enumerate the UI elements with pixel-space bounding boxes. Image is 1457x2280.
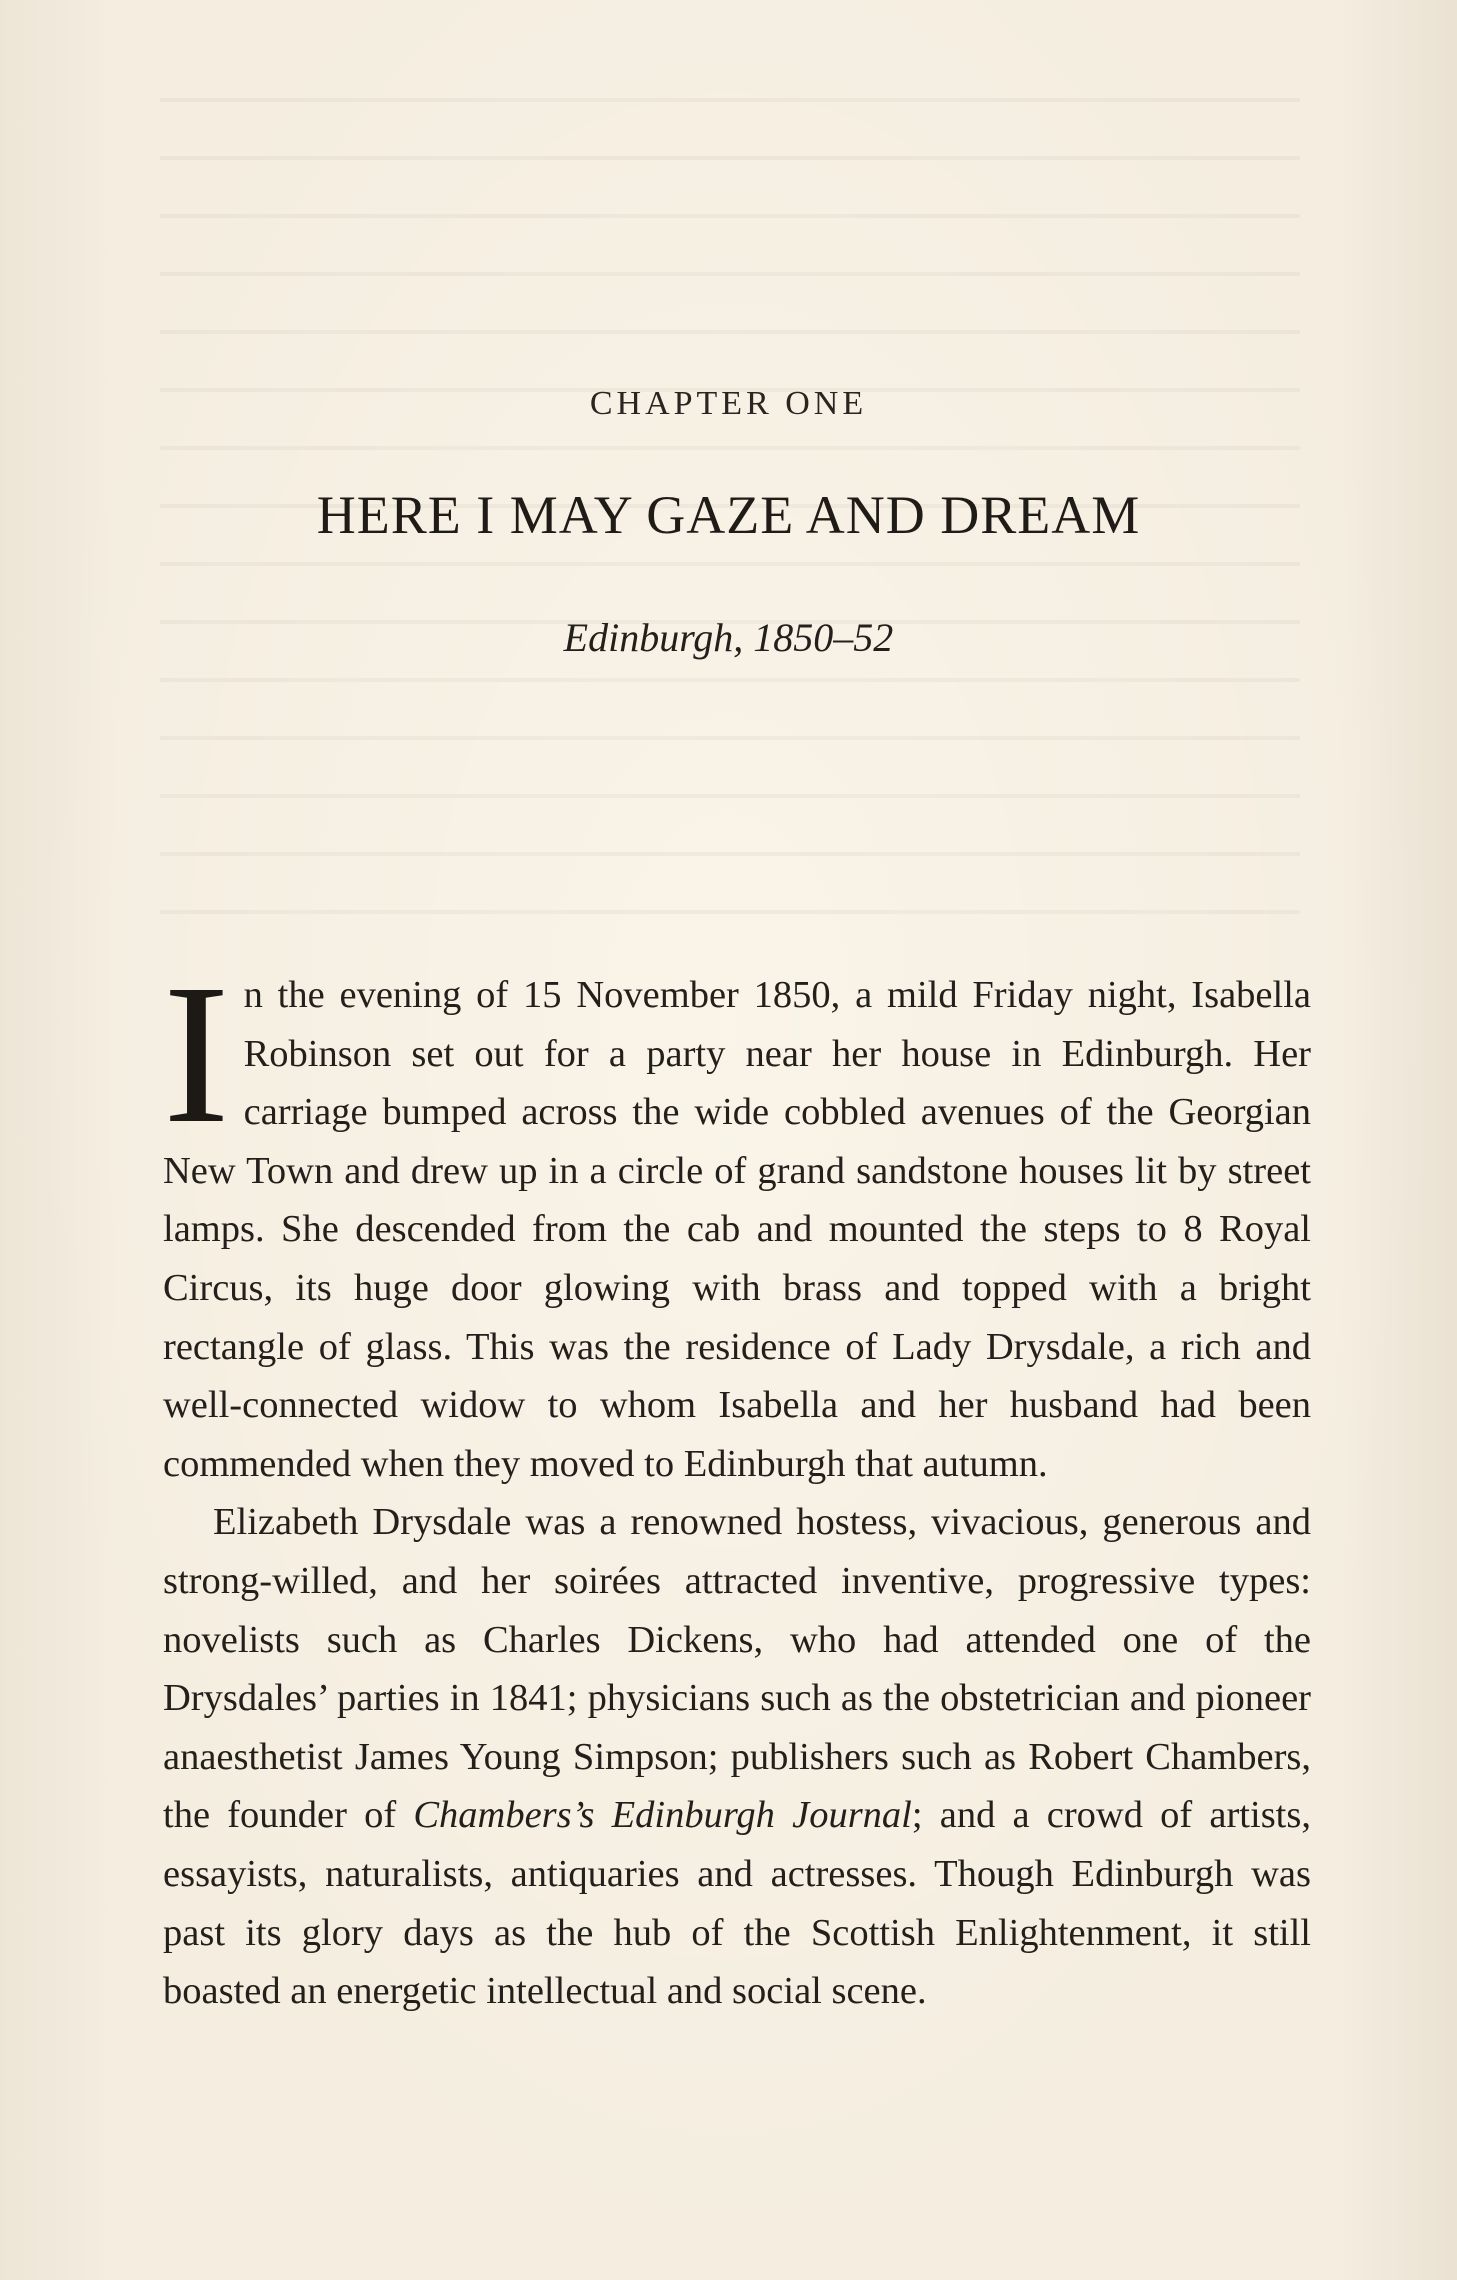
body-text <box>163 944 1311 2021</box>
paragraph-2-text-end: ; and a crowd of artists, essayists, naturalists, antiquaries and actresses. Though Edinburgh was past its glory days as the hub of the Scottish Enlightenment, it still boasted an energetic intellectual and social scene. <box>163 1794 1311 2013</box>
paragraph-2 <box>163 1493 1311 2020</box>
chapter-subtitle: Edinburgh, 1850–52 <box>563 615 894 660</box>
drop-cap: I <box>163 944 230 1165</box>
journal-title: Chambers’s Edinburgh Journal <box>413 1794 912 1837</box>
paragraph-2-text-start: Elizabeth Drysdale was a renowned hostess, vivacious, generous and strong-willed, and her soirées attracted inventive, progressive types: novelists such as Charles Dickens, who had attended one of the Drysdales’ parties in 1841; physicians such as the obstetrician and pioneer anaesthetist James Young Simpson; publishers such as Robert Chambers, the founder of <box>163 1501 1311 1837</box>
paragraph-1-text: n the evening of 15 November 1850, a mild Friday night, Isabella Robinson set out for a party near her house in Edinburgh. Her carriage bumped across the wide cobbled avenues of the Georgian New Town and drew up in a circle of grand sandstone houses lit by street lamps. She descended from the cab and mounted the steps to 8 Royal Circus, its huge door glowing with brass and topped with a bright rectangle of glass. This was the residence of Lady Drysdale, a rich and well-connected widow to whom Isabella and her husband had been commended when they moved to Edinburgh that autumn. <box>163 974 1311 1485</box>
chapter-label: CHAPTER ONE <box>589 385 868 422</box>
chapter-title: HERE I MAY GAZE AND DREAM <box>316 485 1141 545</box>
paragraph-1 <box>163 944 1311 1493</box>
